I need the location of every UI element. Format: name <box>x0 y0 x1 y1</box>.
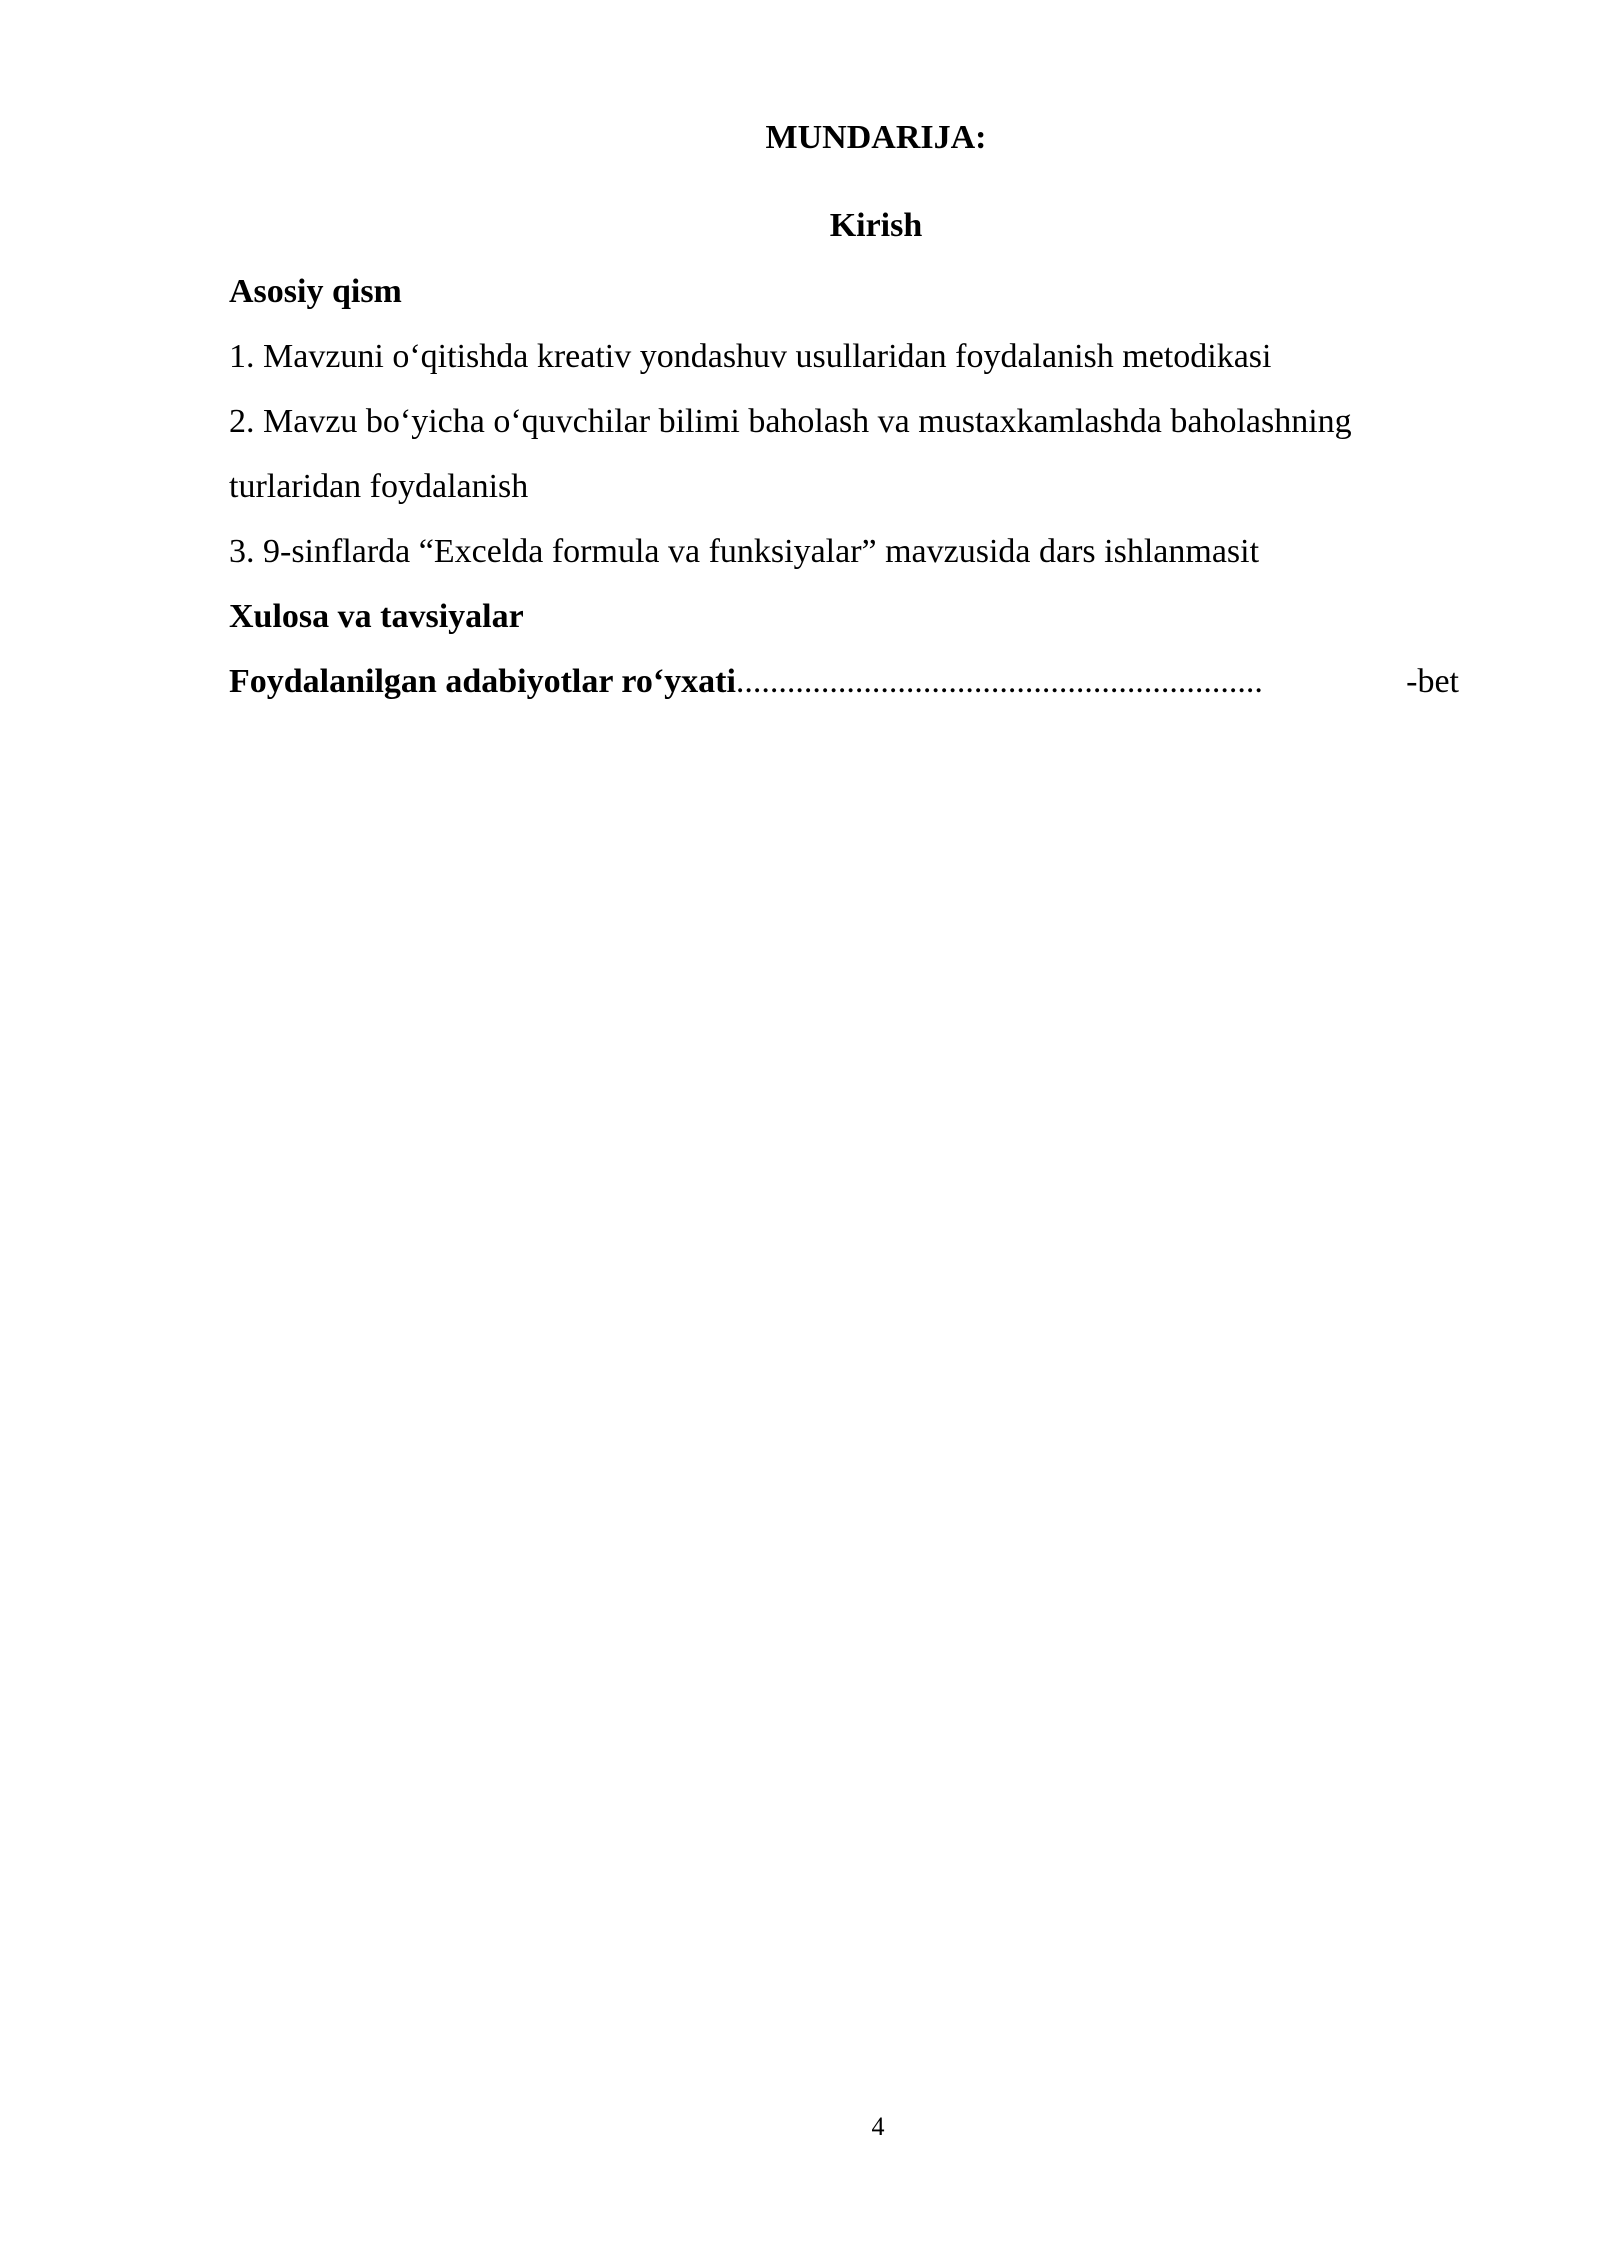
toc-references-leader: .............................................................. <box>735 663 1263 700</box>
toc-item-2-continued: turlaridan foydalanish <box>229 468 529 505</box>
toc-heading: MUNDARIJA: <box>765 119 987 156</box>
toc-main-part: Asosiy qism <box>229 273 402 310</box>
page-number: 4 <box>871 2112 885 2141</box>
toc-references-label: Foydalanilgan adabiyotlar ro‘yxati <box>229 663 736 700</box>
toc-conclusion: Xulosa va tavsiyalar <box>229 598 524 635</box>
toc-references-row <box>229 662 1459 702</box>
toc-item-3: 3. 9-sinflarda “Excelda formula va funksiyalar” mavzusida dars ishlanmasit <box>229 533 1260 570</box>
toc-item-2: 2. Mavzu bo‘yicha o‘quvchilar bilimi baholash va mustaxkamlashda baholashning <box>229 403 1352 440</box>
toc-item-1: 1. Mavzuni o‘qitishda kreativ yondashuv usullaridan foydalanish metodikasi <box>229 338 1272 375</box>
toc-references-page-suffix: -bet <box>1406 663 1459 700</box>
toc-intro: Kirish <box>829 207 923 244</box>
